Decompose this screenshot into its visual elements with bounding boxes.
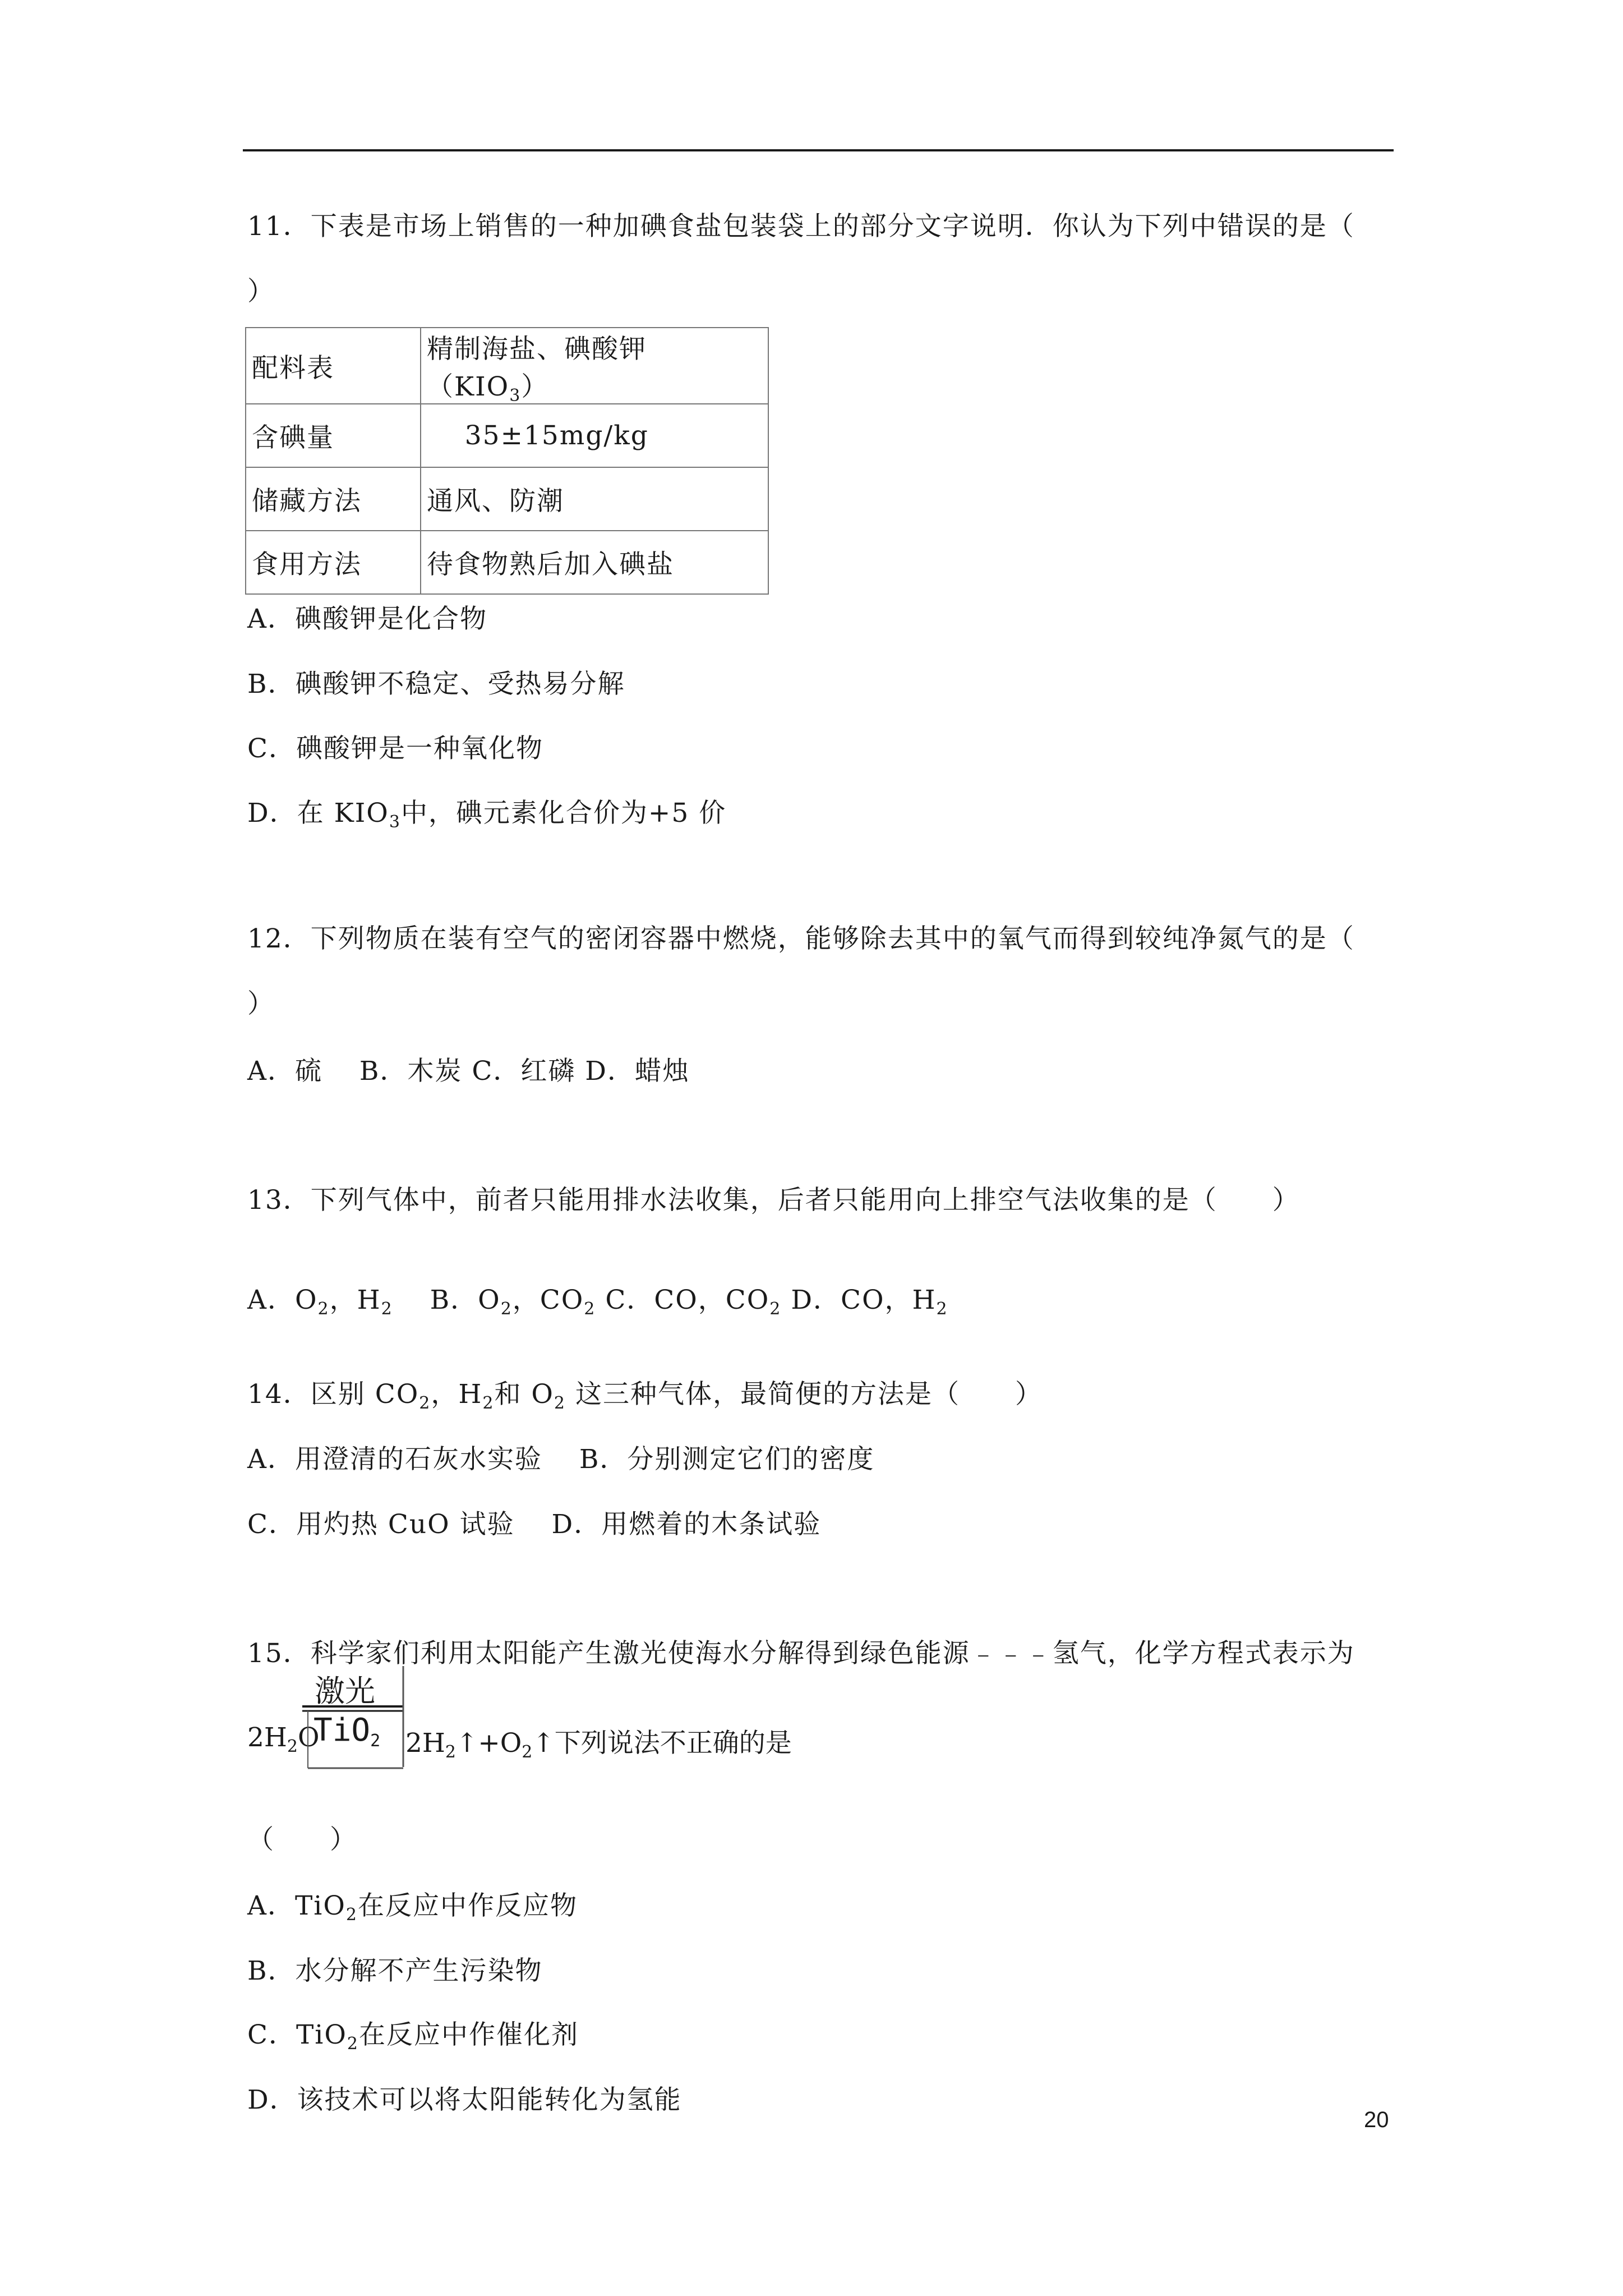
q12-options: A．硫 B．木炭 C．红磷 D．蜡烛 [247, 1056, 690, 1087]
equation-reactant: $2H_2O$ [247, 1722, 320, 1756]
condition-laser: 激光 [315, 1673, 375, 1709]
salt-label-table [245, 327, 769, 595]
q11-option-a: A．碘酸钾是化合物 [247, 604, 487, 634]
table-row [246, 404, 768, 467]
q11-option-d-sub: 3 [389, 812, 401, 832]
ingredients-tail: ） [521, 371, 549, 402]
q14-options-cd: C．用灼热 CuO 试验 D．用燃着的木条试验 [247, 1509, 822, 1540]
table-cell-value: 待食物熟后加入碘盐 [421, 531, 768, 594]
q12-stem-end: ） [247, 988, 275, 1019]
q11-stem-end: ） [247, 276, 275, 307]
table-cell-value [421, 328, 768, 404]
q11-option-b: B．碘酸钾不稳定、受热易分解 [247, 669, 625, 700]
q15-paren: （ ） [247, 1824, 357, 1855]
q11-option-d-pre: D．在 KIO [247, 798, 389, 829]
q12-stem: 12．下列物质在装有空气的密闭容器中燃烧，能够除去其中的氧气而得到较纯净氮气的是（ [247, 923, 1355, 954]
q15-option-c: C．TiO$_2$在反应中作催化剂 [247, 2019, 579, 2054]
table-cell-value: 通风、防潮 [421, 467, 768, 531]
q13-option-d: D．CO，$H_2$ [791, 1285, 948, 1319]
q13-option-b: B．$O_2$，$CO_2$ [430, 1285, 596, 1319]
equation-products: $2H_2↑+O_2↑$下列说法不正确的是 [405, 1728, 792, 1762]
q13-option-a: A．$O_2$，$H_2$ [247, 1285, 393, 1319]
q15-option-b: B．水分解不产生污染物 [247, 1955, 543, 1986]
ingredients-subscript: 3 [509, 386, 522, 406]
table-cell-label: 配料表 [246, 328, 421, 404]
q11-stem: 11．下表是市场上销售的一种加碘食盐包装袋上的部分文字说明．你认为下列中错误的是（ [247, 211, 1355, 242]
q15-option-d: D．该技术可以将太阳能转化为氢能 [247, 2085, 682, 2115]
table-row [246, 531, 768, 594]
q14-stem: 14．区别 $CO_2$，$H_2$和 $O_2$ 这三种气体，最简便的方法是（ ） [247, 1379, 1043, 1413]
q13-options [247, 1250, 948, 1317]
q11-option-d [247, 797, 726, 830]
chemical-equation [247, 1666, 920, 1778]
ingredients-text: 精制海盐、碘酸钾（KIO [427, 334, 647, 402]
table-cell-label: 含碘量 [246, 404, 421, 467]
table-cell-value: 35±15mg/kg [421, 404, 768, 467]
q14-options-ab: A．用澄清的石灰水实验 B．分别测定它们的密度 [247, 1444, 875, 1475]
table-cell-label: 食用方法 [246, 531, 421, 594]
q13-option-c: C．CO，$CO_2$ [605, 1285, 782, 1319]
q15-option-a: A．TiO$_2$在反应中作反应物 [247, 1890, 578, 1925]
q15-stem: 15．科学家们利用太阳能产生激光使海水分解得到绿色能源﹣﹣﹣氢气，化学方程式表示为 [247, 1638, 1355, 1669]
q11-option-d-post: 中，碘元素化合价为+5 价 [400, 798, 727, 829]
condition-catalyst: TiO$_2$ [313, 1712, 381, 1751]
header-rule [243, 149, 1394, 151]
table-row [246, 467, 768, 531]
q11-option-c: C．碘酸钾是一种氧化物 [247, 733, 543, 764]
page-number: 20 [1364, 2108, 1389, 2132]
table-row [246, 328, 768, 404]
q13-stem: 13．下列气体中，前者只能用排水法收集，后者只能用向上排空气法收集的是（ ） [247, 1185, 1300, 1216]
table-cell-label: 储藏方法 [246, 467, 421, 531]
